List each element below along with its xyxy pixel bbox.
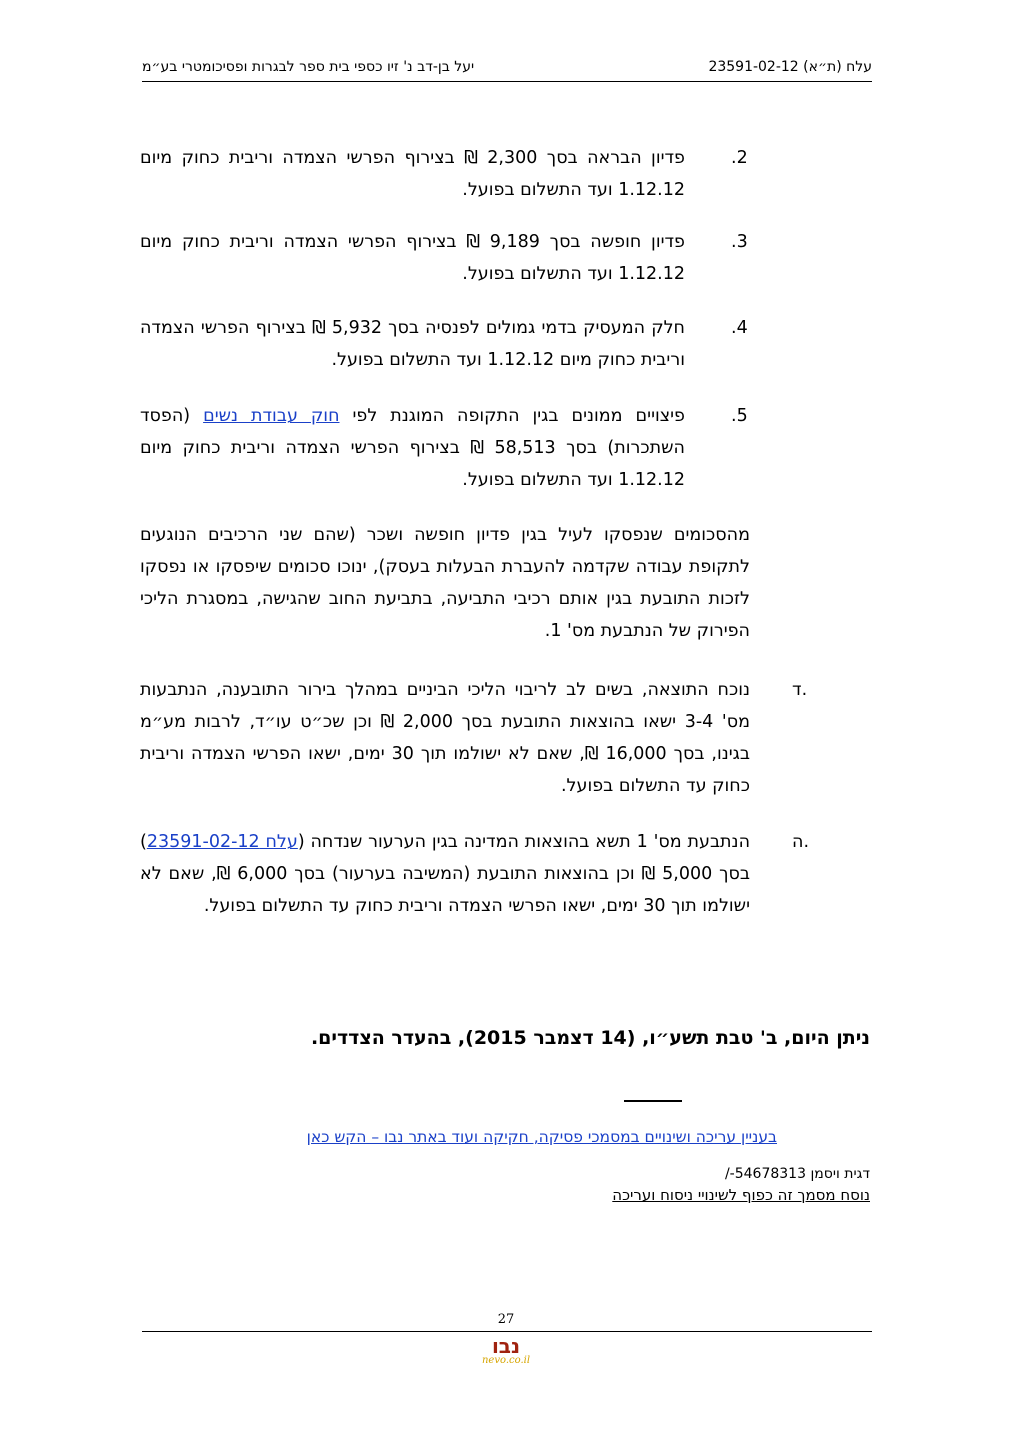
item-number-4: .4	[731, 318, 748, 338]
case-title: יעל בן-דב נ' זיו כספי בית ספר לבגרות ופסיכומטרי בע״מ	[142, 59, 475, 75]
section-text-part: ) בסך 5,000 ₪ וכן בהוצאות התובעת (המשיבה בערעור) בסך 6,000 ₪, שאם לא ישולמו תוך 30 ימים, ישאו הפרשי הצמדה וריבית כחוק עד התשלום בפועל.	[140, 832, 751, 916]
item-number-3: .3	[731, 232, 748, 252]
section-label-h: ה.	[792, 832, 810, 852]
law-link[interactable]: חוק עבודת נשים	[203, 406, 340, 426]
list-item: פדיון חופשה בסך 9,189 ₪ בצירוף הפרשי הצמדה וריבית כחוק מיום 1.12.12 ועד התשלום בפועל.	[140, 232, 685, 284]
section-text	[140, 826, 750, 922]
signature-divider	[624, 1100, 682, 1102]
list-item	[140, 400, 685, 496]
page-number: 27	[497, 1312, 515, 1327]
logo-latin: nevo.co.il	[481, 1355, 531, 1365]
item-number-2: .2	[731, 148, 748, 168]
case-number: עלח (ת״א) 23591-02-12	[708, 59, 872, 75]
section-text-part: הנתבעת מס' 1 תשא בהוצאות המדינה בגין הערעור שנדחה (	[297, 832, 750, 852]
nevo-edit-link-text[interactable]: בעניין עריכה ושינויים במסמכי פסיקה, חקיקה ועוד באתר נבו – הקש כאן	[306, 1128, 777, 1146]
nevo-logo	[468, 1335, 544, 1365]
page-header	[142, 55, 872, 82]
logo-hebrew: נבו	[491, 1335, 521, 1358]
typist-line: דגית ויסמן 54678313-/	[724, 1166, 870, 1182]
nevo-edit-link[interactable]	[140, 1128, 777, 1146]
copy-note: נוסח מסמך זה כפוף לשינויי ניסוח ועריכה	[612, 1186, 870, 1204]
section-label-d: ד.	[792, 680, 808, 700]
list-item: פדיון הבראה בסך 2,300 ₪ בצירוף הפרשי הצמדה וריבית כחוק מיום 1.12.12 ועד התשלום בפועל.	[140, 148, 685, 200]
item-number-5: .5	[731, 406, 748, 426]
list-item: חלק המעסיק בדמי גמולים לפנסיה בסך 5,932 ₪ בצירוף הפרשי הצמדה וריבית כחוק מיום 1.12.12 ועד התשלום בפועל.	[140, 318, 685, 370]
deduction-paragraph: מהסכומים שנפסקו לעיל בגין פדיון חופשה ושכר (שהם שני הרכיבים הנוגעים לתקופת עבודה שקדמה להעברת הבעלות בעסק), ינוכו סכומים שיפסקו או נפסקו לזכות התובעת בגין אותם רכיבי התביעה, בתביעת החוב שהגישה, במסגרת הליכי הפירוק של הנתבעת מס' 1.	[140, 525, 750, 641]
item-text: פיצויים ממונים בגין התקופה המוגנת לפי	[339, 406, 685, 426]
footer-divider	[142, 1331, 872, 1332]
appeal-link[interactable]: עלח 23591-02-12	[146, 832, 298, 852]
item-text: (הפסד השתכרות) בסך 58,513 ₪ בצירוף הפרשי הצמדה וריבית כחוק מיום 1.12.12 ועד התשלום בפועל.	[140, 406, 685, 490]
section-text: נוכח התוצאה, בשים לב לריבוי הליכי הביניים במהלך בירור התובענה, הנתבעות מס' 3-4 ישאו בהוצאות התובעת בסך 2,000 ₪ וכן שכ״ט עו״ד, לרבות מע״מ בגינו, בסך 16,000 ₪, שאם לא ישולמו תוך 30 ימים, ישאו הפרשי הצמדה וריבית כחוק עד התשלום בפועל.	[140, 680, 750, 796]
given-line: ניתן היום, ב' טבת תשע״ו, (14 דצמבר 2015), בהעדר הצדדים.	[310, 1027, 870, 1049]
